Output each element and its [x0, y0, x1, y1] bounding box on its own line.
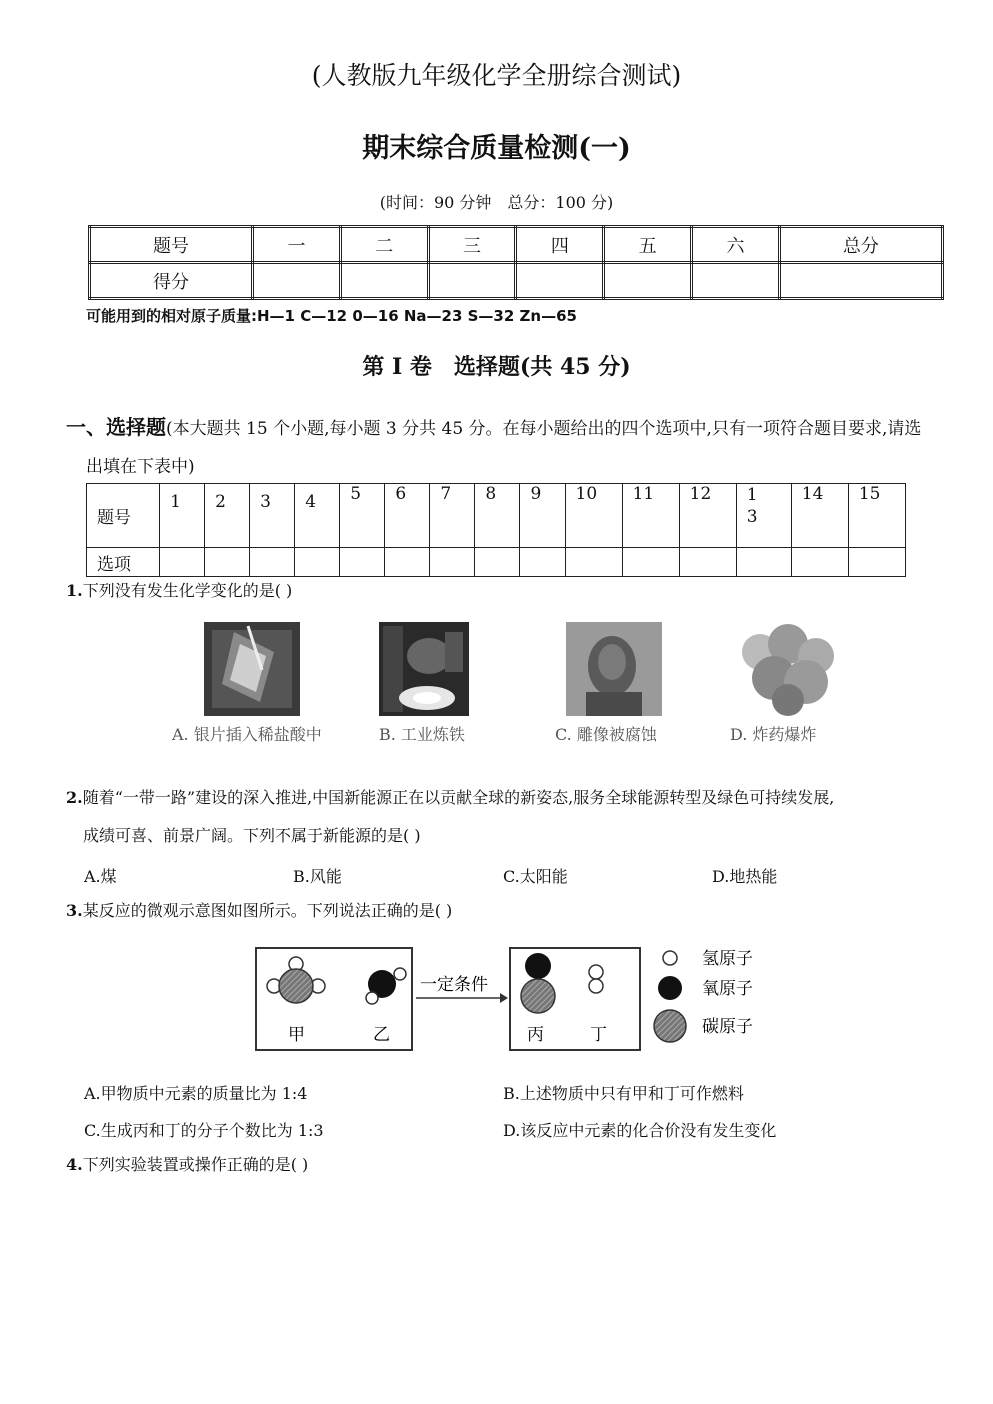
score-cell: 得分	[90, 263, 253, 299]
score-input-cell[interactable]	[692, 263, 780, 299]
answer-number-cell: 4	[295, 484, 340, 548]
legend-oxygen-icon	[658, 976, 682, 1000]
legend-carbon: 碳原子	[702, 1017, 753, 1037]
answer-number-cell: 8	[475, 484, 520, 548]
score-cell: 题号	[90, 227, 253, 263]
answer-number-cell: 11	[622, 484, 679, 548]
answer-number-cell: 2	[205, 484, 250, 548]
q1-caption-c: C. 雕像被腐蚀	[555, 725, 657, 744]
q1-caption-d: D. 炸药爆炸	[730, 725, 817, 744]
question-1	[66, 572, 946, 610]
q3-option-b[interactable]: B.上述物质中只有甲和丁可作燃料	[503, 1084, 744, 1103]
question-number: 1.	[66, 581, 83, 600]
legend-oxygen: 氧原子	[702, 979, 753, 999]
explosion-image	[730, 622, 846, 716]
answer-number-cell: 7	[430, 484, 475, 548]
reaction-diagram	[250, 938, 770, 1058]
silver-in-acid-image	[204, 622, 300, 716]
question-4	[66, 1146, 946, 1184]
question-text-2: 成绩可喜、前景广阔。下列不属于新能源的是( )	[83, 826, 421, 845]
answer-number-cell: 6	[385, 484, 430, 548]
section1-instructions	[66, 408, 936, 486]
answer-table	[86, 483, 906, 577]
score-cell: 五	[604, 227, 692, 263]
score-cell: 二	[340, 227, 428, 263]
question-number: 2.	[66, 788, 83, 807]
answer-table-number-row	[87, 484, 906, 548]
question-number: 4.	[66, 1155, 83, 1174]
legend-hydrogen-icon	[663, 951, 677, 965]
question-text: 某反应的微观示意图如图所示。下列说法正确的是( )	[82, 901, 453, 920]
label-ding: 丁	[590, 1025, 607, 1045]
question-text-1: 随着“一带一路”建设的深入推进,中国新能源正在以贡献全球的新姿态,服务全球能源转型及绿色可持续发展,	[82, 788, 835, 807]
label-bing: 丙	[527, 1025, 544, 1045]
score-table-score-row	[90, 263, 943, 299]
legend-carbon-icon	[654, 1010, 686, 1042]
score-input-cell[interactable]	[516, 263, 604, 299]
section1-label: 一、选择题	[66, 415, 166, 439]
score-input-cell[interactable]	[604, 263, 692, 299]
score-cell: 六	[692, 227, 780, 263]
score-input-cell[interactable]	[253, 263, 341, 299]
q3-option-a[interactable]: A.甲物质中元素的质量比为 1:4	[84, 1084, 308, 1103]
q2-option-a[interactable]: A.煤	[84, 867, 117, 886]
answer-number-cell: 15	[848, 484, 905, 548]
answer-number-cell: 1 3	[736, 484, 791, 548]
question-3	[66, 892, 946, 930]
score-input-cell[interactable]	[340, 263, 428, 299]
answer-number-cell: 9	[520, 484, 565, 548]
methane-molecule	[279, 969, 313, 1003]
answer-label-cell: 选项	[87, 548, 160, 577]
score-cell: 一	[253, 227, 341, 263]
answer-number-cell: 3	[250, 484, 295, 548]
score-cell: 总分	[779, 227, 942, 263]
label-yi: 乙	[373, 1025, 390, 1045]
q2-option-c[interactable]: C.太阳能	[503, 867, 568, 886]
answer-label-cell: 题号	[87, 484, 160, 548]
q2-option-b[interactable]: B.风能	[293, 867, 342, 886]
section1-text-1: (本大题共 15 个小题,每小题 3 分共 45 分。在每小题给出的四个选项中,只有一项符合题目要求,请选	[166, 419, 922, 439]
answer-number-cell: 10	[565, 484, 622, 548]
q2-option-d[interactable]: D.地热能	[712, 867, 778, 886]
reaction-condition: 一定条件	[420, 975, 488, 995]
corroded-statue-image	[566, 622, 662, 716]
part1-title: 第 Ⅰ 卷 选择题(共 45 分)	[362, 354, 631, 380]
answer-number-cell: 1	[160, 484, 205, 548]
iron-smelting-image	[379, 622, 469, 716]
exam-subtitle: (人教版九年级化学全册综合测试)	[311, 61, 682, 90]
q3-option-d[interactable]: D.该反应中元素的化合价没有发生变化	[503, 1121, 777, 1140]
score-table	[88, 225, 944, 300]
answer-number-cell: 14	[791, 484, 848, 548]
exam-title: 期末综合质量检测(一)	[362, 133, 631, 164]
question-number: 3.	[66, 901, 83, 920]
q1-caption-a: A. 银片插入稀盐酸中	[172, 725, 322, 744]
question-text: 下列实验装置或操作正确的是( )	[82, 1155, 309, 1174]
q3-option-c[interactable]: C.生成丙和丁的分子个数比为 1:3	[84, 1121, 324, 1140]
score-input-cell[interactable]	[428, 263, 516, 299]
q1-caption-b: B. 工业炼铁	[379, 725, 465, 744]
score-cell: 四	[516, 227, 604, 263]
answer-number-cell: 12	[679, 484, 736, 548]
score-table-header-row	[90, 227, 943, 263]
legend-hydrogen: 氢原子	[702, 949, 753, 969]
question-2	[66, 779, 946, 855]
time-info: (时间：90 分钟 总分：100 分)	[379, 193, 614, 212]
co-molecule	[521, 979, 555, 1013]
score-input-cell[interactable]	[779, 263, 942, 299]
answer-number-cell: 5	[340, 484, 385, 548]
score-cell: 三	[428, 227, 516, 263]
question-text: 下列没有发生化学变化的是( )	[82, 581, 293, 600]
section1-text-2: 出填在下表中)	[86, 457, 195, 477]
label-jia: 甲	[288, 1025, 305, 1045]
atomic-masses: 可能用到的相对原子质量:H—1 C—12 0—16 Na—23 S—32 Zn—65	[86, 307, 577, 325]
hydrogen-molecule	[589, 965, 603, 979]
